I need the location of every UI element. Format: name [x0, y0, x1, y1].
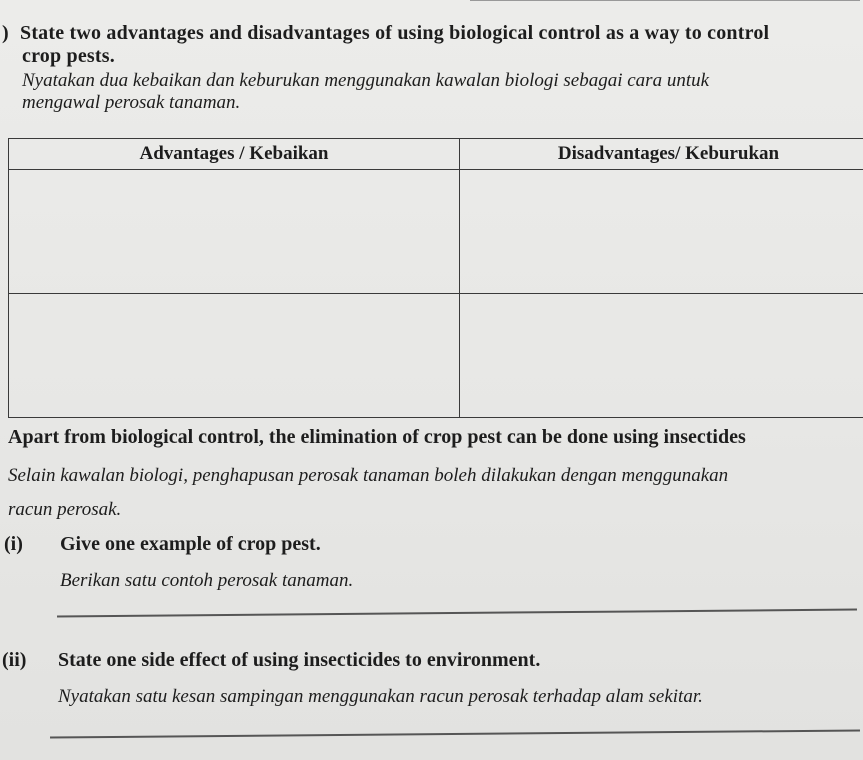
intro-malay-line1: Selain kawalan biologi, penghapusan perosak tanaman boleh dilakukan dengan menggunakan	[8, 465, 729, 486]
advantage-answer-cell-2[interactable]	[9, 294, 460, 418]
disadvantage-answer-cell-2[interactable]	[460, 294, 863, 418]
question-malay	[22, 70, 852, 114]
question-malay-line1: Nyatakan dua kebaikan dan keburukan menggunakan kawalan biologi sebagai cara untuk	[22, 70, 710, 91]
advantage-answer-cell-1[interactable]	[9, 170, 460, 294]
question-malay-line2: mengawal perosak tanaman.	[22, 92, 241, 113]
header-advantages: Advantages / Kebaikan	[9, 139, 460, 170]
disadvantage-answer-cell-1[interactable]	[460, 170, 863, 294]
top-edge-line	[470, 0, 860, 1]
question-english-line1: State two advantages and disadvantages of using biological control as a way to control	[20, 22, 770, 44]
header-disadvantages: Disadvantages/ Keburukan	[460, 139, 863, 170]
sub-question-i-malay: Berikan satu contoh perosak tanaman.	[60, 570, 354, 591]
sub-question-i-number: (i)	[4, 533, 23, 555]
intro-malay	[8, 459, 863, 527]
sub-question-ii-english: State one side effect of using insecticides to environment.	[58, 649, 541, 671]
sub-question-i-english: Give one example of crop pest.	[60, 533, 321, 555]
intro-malay-line2: racun perosak.	[8, 499, 122, 520]
sub-question-ii-number: (ii)	[2, 649, 27, 671]
intro-english: Apart from biological control, the elimination of crop pest can be done using insectides	[8, 426, 746, 448]
question-english	[2, 22, 852, 68]
question-english-line2: crop pests.	[22, 45, 115, 67]
question-marker: )	[2, 22, 9, 44]
answer-table	[8, 138, 863, 418]
answer-line-ii[interactable]	[50, 729, 860, 738]
sub-question-ii-malay: Nyatakan satu kesan sampingan menggunakan racun perosak terhadap alam sekitar.	[58, 686, 703, 707]
answer-line-i[interactable]	[57, 609, 857, 617]
